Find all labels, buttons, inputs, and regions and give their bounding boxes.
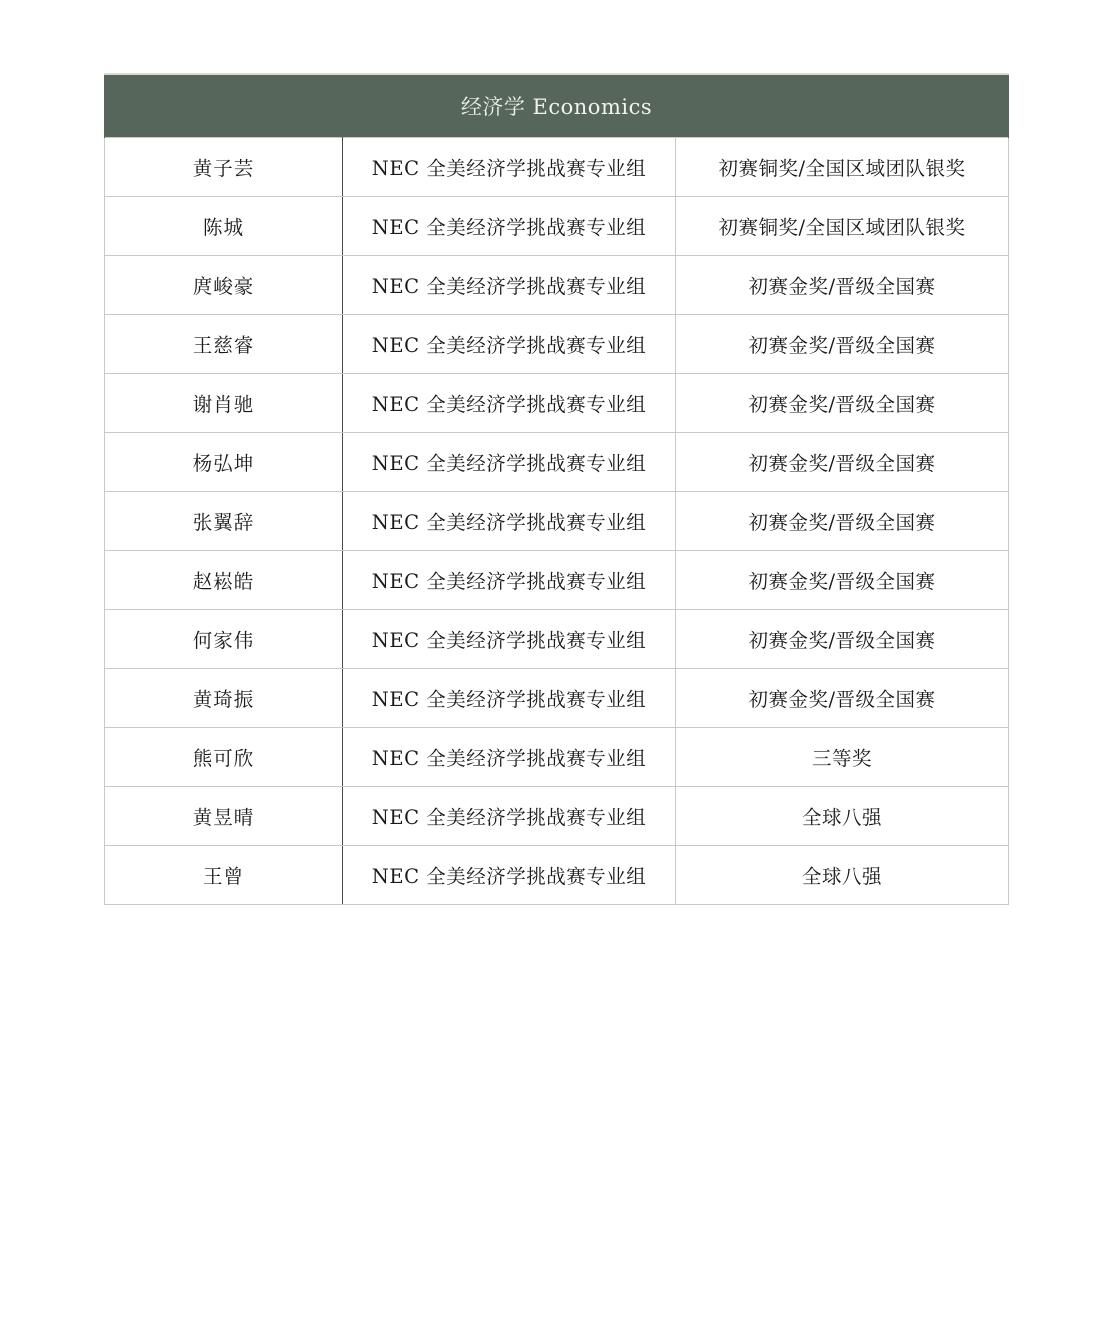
student-name-cell: 王曾: [105, 846, 343, 905]
student-name-cell: 陈城: [105, 197, 343, 256]
competition-cell: NEC 全美经济学挑战赛专业组: [343, 551, 676, 610]
student-name-cell: 黄子芸: [105, 138, 343, 197]
student-name-cell: 庹峻豪: [105, 256, 343, 315]
table-header-row: [105, 74, 1009, 138]
award-cell: 初赛金奖/晋级全国赛: [676, 551, 1009, 610]
competition-cell: NEC 全美经济学挑战赛专业组: [343, 728, 676, 787]
student-name-cell: 黄琦振: [105, 669, 343, 728]
award-cell: 初赛铜奖/全国区域团队银奖: [676, 138, 1009, 197]
student-name-cell: 何家伟: [105, 610, 343, 669]
table-row: [105, 551, 1009, 610]
student-name-cell: 熊可欣: [105, 728, 343, 787]
competition-cell: NEC 全美经济学挑战赛专业组: [343, 315, 676, 374]
award-cell: 全球八强: [676, 846, 1009, 905]
award-cell: 三等奖: [676, 728, 1009, 787]
table-row: [105, 610, 1009, 669]
award-cell: 初赛金奖/晋级全国赛: [676, 374, 1009, 433]
table-header-title: 经济学 Economics: [105, 74, 1009, 138]
student-name-cell: 黄昱晴: [105, 787, 343, 846]
table-row: [105, 197, 1009, 256]
table-row: [105, 374, 1009, 433]
competition-cell: NEC 全美经济学挑战赛专业组: [343, 433, 676, 492]
award-cell: 初赛铜奖/全国区域团队银奖: [676, 197, 1009, 256]
table-row: [105, 433, 1009, 492]
awards-table: [104, 73, 1009, 905]
competition-cell: NEC 全美经济学挑战赛专业组: [343, 138, 676, 197]
award-cell: 初赛金奖/晋级全国赛: [676, 433, 1009, 492]
table-row: [105, 669, 1009, 728]
table-row: [105, 787, 1009, 846]
competition-cell: NEC 全美经济学挑战赛专业组: [343, 787, 676, 846]
competition-cell: NEC 全美经济学挑战赛专业组: [343, 846, 676, 905]
competition-cell: NEC 全美经济学挑战赛专业组: [343, 492, 676, 551]
award-cell: 初赛金奖/晋级全国赛: [676, 492, 1009, 551]
table-row: [105, 138, 1009, 197]
award-cell: 初赛金奖/晋级全国赛: [676, 256, 1009, 315]
table-row: [105, 728, 1009, 787]
student-name-cell: 王慈睿: [105, 315, 343, 374]
table-row: [105, 846, 1009, 905]
table-row: [105, 315, 1009, 374]
table-body: [105, 138, 1009, 905]
table-row: [105, 492, 1009, 551]
award-cell: 初赛金奖/晋级全国赛: [676, 315, 1009, 374]
award-cell: 初赛金奖/晋级全国赛: [676, 669, 1009, 728]
competition-cell: NEC 全美经济学挑战赛专业组: [343, 374, 676, 433]
competition-cell: NEC 全美经济学挑战赛专业组: [343, 256, 676, 315]
competition-cell: NEC 全美经济学挑战赛专业组: [343, 197, 676, 256]
award-cell: 全球八强: [676, 787, 1009, 846]
competition-cell: NEC 全美经济学挑战赛专业组: [343, 669, 676, 728]
competition-cell: NEC 全美经济学挑战赛专业组: [343, 610, 676, 669]
student-name-cell: 张翼辞: [105, 492, 343, 551]
award-cell: 初赛金奖/晋级全国赛: [676, 610, 1009, 669]
student-name-cell: 赵崧皓: [105, 551, 343, 610]
student-name-cell: 谢肖驰: [105, 374, 343, 433]
table-row: [105, 256, 1009, 315]
student-name-cell: 杨弘坤: [105, 433, 343, 492]
